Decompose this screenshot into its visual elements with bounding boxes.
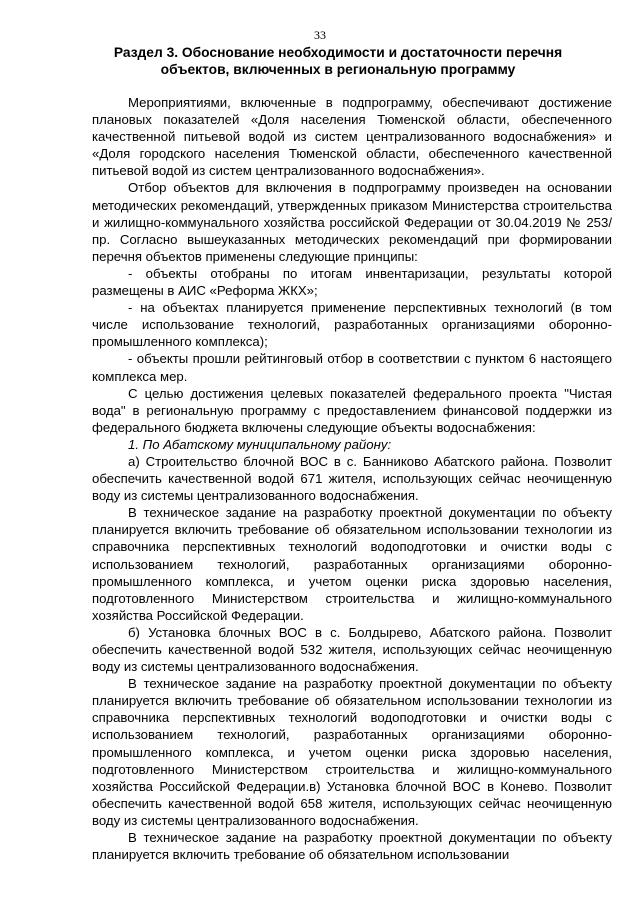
paragraph-federal-project: С целью достижения целевых показателей федерального проекта "Чистая вода" в региональную программу с предоставлением финансовой поддержки из федерального бюджета включены следующие объекты водоснабжения: bbox=[92, 385, 612, 435]
paragraph-intro: Мероприятиями, включенные в подпрограмму, обеспечивают достижение плановых показателей «Доля населения Тюменской области, обеспеченного качественной питьевой водой из систем централизованного водоснабжения» и «Доля городского населения Тюменской области, обеспеченного качественной питьевой водой из систем централизованного водоснабжения». bbox=[92, 95, 612, 179]
document-body bbox=[92, 94, 612, 863]
list-item-technologies: - на объектах планируется применение перспективных технологий (в том числе использование технологий, разработанных организациями оборонно-промышленного комплекса); bbox=[92, 300, 612, 350]
section-title: Раздел 3. Обоснование необходимости и достаточности перечня объектов, включенных в региональную программу bbox=[113, 45, 563, 77]
paragraph-selection-basis: Отбор объектов для включения в подпрограмму произведен на основании методических рекомендаций, утвержденных приказом Министерства строительства и жилищно-коммунального хозяйства российской Федерации от 30.04.2019 № 253/пр. Согласно вышеуказанных методических рекомендаций при формировании перечня объектов применены следующие принципы: bbox=[92, 180, 612, 264]
list-item-rating: - объекты прошли рейтинговый отбор в соответствии с пунктом 6 настоящего комплекса мер. bbox=[92, 351, 612, 384]
paragraph-tech-task-3: В техническое задание на разработку проектной документации по объекту планируется включить требование об обязательном использовании bbox=[92, 830, 612, 863]
subheading-abatsky-district: 1. По Абатскому муниципальному району: bbox=[128, 436, 392, 452]
list-item-inventory: - объекты отобраны по итогам инвентаризации, результаты которой размещены в АИС «Реформа ЖКХ»; bbox=[92, 265, 612, 299]
paragraph-tech-task-2: В техническое задание на разработку проектной документации по объекту планируется включить требование об обязательном использовании технологии из справочника перспективных технологий водоподготовки и очистки воды с использованием технологий, разработанных организациями оборонно-промышленного комплекса, и учетом оценки риска здоровью населения, подготовленного Министерством строительства и жилищно-коммунального хозяйства Российской Федерации.в) Установка блочной ВОС в Конево. Позволит обеспечить качественной водой 658 жителя, использующих сейчас неочищенную воду из системы централизованного водоснабжения. bbox=[92, 676, 612, 828]
paragraph-tech-task-1: В техническое задание на разработку проектной документации по объекту планируется включить требование об обязательном использовании технологии из справочника перспективных технологий водоподготовки и очистки воды с использованием технологий, разработанных организациями оборонно-промышленного комплекса, и учетом оценки риска здоровью населения, подготовленного Министерством строительства и жилищно-коммунального хозяйства Российской Федерации. bbox=[92, 505, 612, 623]
paragraph-boldyrevo: б) Установка блочных ВОС в с. Болдырево, Абатского района. Позволит обеспечить качественной водой 532 жителя, использующих сейчас неочищенную воду из системы централизованного водоснабжения. bbox=[92, 624, 612, 675]
paragraph-bannikovo: а) Строительство блочной ВОС в с. Банниково Абатского района. Позволит обеспечить качественной водой 671 жителя, использующих сейчас неочищенную воду из системы централизованного водоснабжения. bbox=[92, 453, 612, 504]
page-number: 33 bbox=[314, 28, 326, 42]
